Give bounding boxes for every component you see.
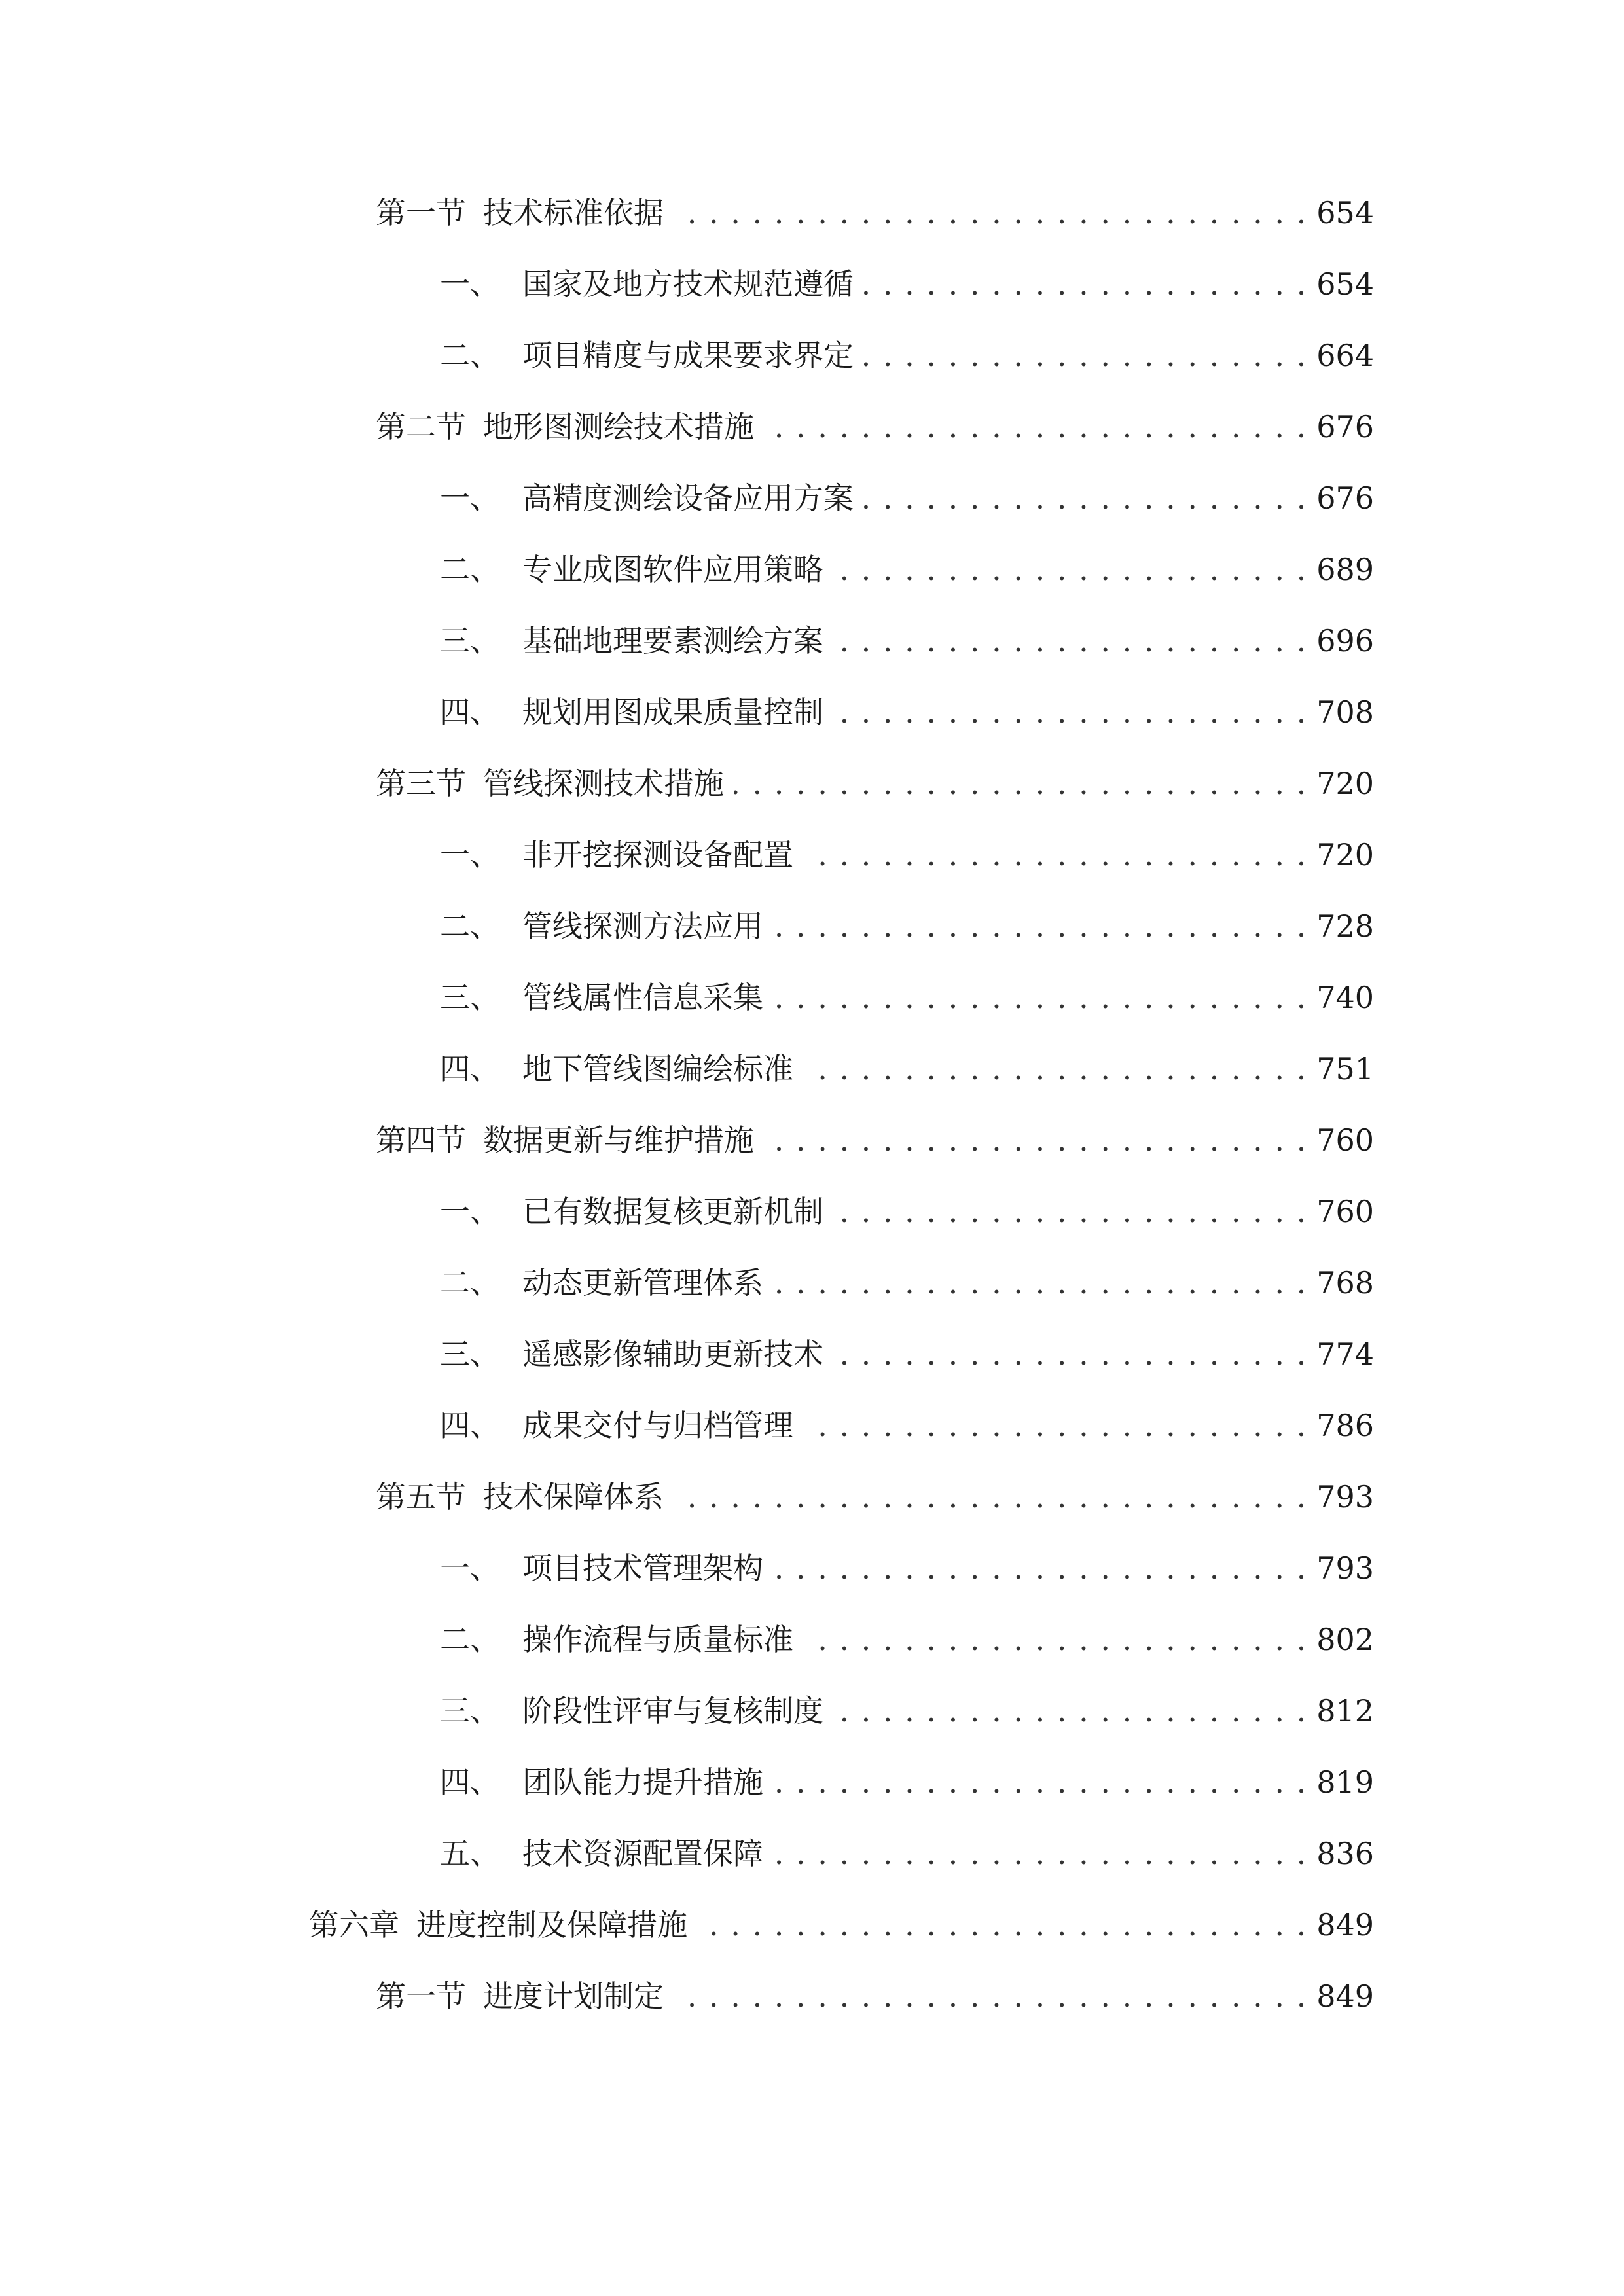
toc-entry-page: 654 — [1316, 266, 1374, 302]
toc-entry-item[interactable] — [440, 1831, 1374, 1876]
toc-entry-number: 一、 — [440, 837, 500, 872]
toc-entry-item[interactable] — [440, 975, 1374, 1020]
toc-entry-number: 二、 — [440, 1265, 500, 1300]
dot-leader — [765, 1117, 1307, 1163]
dot-leader — [774, 903, 1307, 949]
toc-entry-section[interactable] — [376, 1474, 1374, 1520]
dot-leader — [698, 1902, 1307, 1948]
toc-entry-number: 一、 — [440, 266, 500, 302]
toc-entry-item[interactable] — [440, 1617, 1374, 1662]
dot-leader — [774, 975, 1307, 1020]
toc-entry-page: 812 — [1316, 1693, 1374, 1729]
toc-entry-number: 一、 — [440, 480, 500, 516]
toc-entry-page: 720 — [1316, 837, 1374, 872]
dot-leader — [864, 475, 1307, 521]
toc-entry-item[interactable] — [440, 832, 1374, 878]
toc-entry-item[interactable] — [440, 261, 1374, 307]
toc-entry-item[interactable] — [440, 332, 1374, 378]
dot-leader — [834, 1688, 1307, 1734]
toc-entry-title: 国家及地方技术规范遵循 — [522, 266, 854, 302]
toc-entry-page: 836 — [1316, 1836, 1374, 1871]
dot-leader — [674, 1973, 1307, 2019]
toc-entry-page: 664 — [1316, 338, 1374, 373]
toc-entry-title: 管线探测方法应用 — [522, 908, 763, 944]
toc-entry-number: 第六章 — [309, 1907, 399, 1943]
toc-entry-page: 689 — [1316, 552, 1374, 587]
toc-entry-number: 三、 — [440, 1693, 500, 1729]
toc-entry-item[interactable] — [440, 1759, 1374, 1805]
toc-entry-title: 技术保障体系 — [483, 1479, 664, 1515]
toc-entry-page: 819 — [1316, 1765, 1374, 1800]
toc-entry-number: 第三节 — [376, 766, 466, 801]
dot-leader — [804, 1046, 1307, 1092]
toc-entry-page: 793 — [1316, 1551, 1374, 1586]
toc-entry-title: 基础地理要素测绘方案 — [522, 623, 823, 658]
toc-entry-title: 地形图测绘技术措施 — [483, 409, 754, 444]
toc-entry-number: 二、 — [440, 1622, 500, 1657]
toc-entry-number: 四、 — [440, 1408, 500, 1443]
toc-entry-number: 二、 — [440, 338, 500, 373]
dot-leader — [834, 547, 1307, 592]
dot-leader — [834, 1331, 1307, 1377]
toc-entry-title: 进度控制及保障措施 — [416, 1907, 687, 1943]
toc-entry-number: 二、 — [440, 908, 500, 944]
toc-entry-item[interactable] — [440, 547, 1374, 592]
toc-entry-section[interactable] — [376, 1973, 1374, 2019]
dot-leader — [834, 689, 1307, 735]
toc-entry-title: 团队能力提升措施 — [522, 1765, 763, 1800]
toc-entry-number: 三、 — [440, 980, 500, 1015]
toc-entry-item[interactable] — [440, 903, 1374, 949]
toc-entry-title: 专业成图软件应用策略 — [522, 552, 823, 587]
toc-entry-number: 三、 — [440, 623, 500, 658]
toc-entry-title: 技术标准依据 — [483, 195, 664, 230]
dot-leader — [864, 261, 1307, 307]
toc-entry-title: 地下管线图编绘标准 — [522, 1051, 793, 1086]
toc-entry-page: 849 — [1316, 1907, 1374, 1943]
dot-leader — [834, 618, 1307, 664]
dot-leader — [774, 1759, 1307, 1805]
toc-entry-number: 四、 — [440, 1051, 500, 1086]
toc-entry-page: 786 — [1316, 1408, 1374, 1443]
toc-entry-title: 非开挖探测设备配置 — [522, 837, 793, 872]
toc-entry-page: 774 — [1316, 1336, 1374, 1372]
dot-leader — [804, 1617, 1307, 1662]
toc-entry-title: 项目技术管理架构 — [522, 1551, 763, 1586]
toc-entry-page: 760 — [1316, 1194, 1374, 1229]
dot-leader — [674, 1474, 1307, 1520]
toc-entry-number: 三、 — [440, 1336, 500, 1372]
toc-entry-item[interactable] — [440, 475, 1374, 521]
dot-leader — [774, 1545, 1307, 1591]
toc-entry-number: 第五节 — [376, 1479, 466, 1515]
toc-entry-page: 676 — [1316, 480, 1374, 516]
toc-entry-title: 成果交付与归档管理 — [522, 1408, 793, 1443]
toc-entry-item[interactable] — [440, 1189, 1374, 1234]
toc-entry-page: 740 — [1316, 980, 1374, 1015]
toc-entry-page: 768 — [1316, 1265, 1374, 1300]
toc-entry-title: 技术资源配置保障 — [522, 1836, 763, 1871]
toc-entry-page: 849 — [1316, 1979, 1374, 2014]
toc-entry-title: 遥感影像辅助更新技术 — [522, 1336, 823, 1372]
toc-entry-title: 已有数据复核更新机制 — [522, 1194, 823, 1229]
toc-entry-page: 802 — [1316, 1622, 1374, 1657]
toc-entry-title: 动态更新管理体系 — [522, 1265, 763, 1300]
toc-entry-item[interactable] — [440, 1260, 1374, 1306]
toc-entry-title: 高精度测绘设备应用方案 — [522, 480, 854, 516]
toc-entry-page: 760 — [1316, 1122, 1374, 1158]
toc-entry-number: 第一节 — [376, 195, 466, 230]
toc-entry-title: 阶段性评审与复核制度 — [522, 1693, 823, 1729]
toc-entry-item[interactable] — [440, 1046, 1374, 1092]
dot-leader — [864, 332, 1307, 378]
toc-entry-title: 操作流程与质量标准 — [522, 1622, 793, 1657]
toc-entry-item[interactable] — [440, 689, 1374, 735]
dot-leader — [674, 190, 1307, 236]
toc-entry-title: 管线属性信息采集 — [522, 980, 763, 1015]
toc-entry-item[interactable] — [440, 1403, 1374, 1448]
toc-entry-number: 五、 — [440, 1836, 500, 1871]
toc-entry-item[interactable] — [440, 1688, 1374, 1734]
toc-entry-page: 676 — [1316, 409, 1374, 444]
toc-entry-title: 规划用图成果质量控制 — [522, 694, 823, 730]
toc-entry-page: 751 — [1316, 1051, 1374, 1086]
toc-entry-number: 四、 — [440, 694, 500, 730]
dot-leader — [774, 1831, 1307, 1876]
toc-entry-item[interactable] — [440, 618, 1374, 664]
dot-leader — [834, 1189, 1307, 1234]
toc-entry-title: 项目精度与成果要求界定 — [522, 338, 854, 373]
toc-entry-number: 一、 — [440, 1551, 500, 1586]
toc-entry-page: 720 — [1316, 766, 1374, 801]
toc-entry-item[interactable] — [440, 1545, 1374, 1591]
toc-entry-page: 696 — [1316, 623, 1374, 658]
toc-entry-section[interactable] — [376, 404, 1374, 450]
toc-entry-section[interactable] — [376, 1117, 1374, 1163]
toc-entry-section[interactable] — [376, 190, 1374, 236]
toc-entry-page: 654 — [1316, 195, 1374, 230]
toc-entry-number: 一、 — [440, 1194, 500, 1229]
dot-leader — [734, 761, 1307, 806]
toc-entry-number: 第二节 — [376, 409, 466, 444]
toc-entry-title: 管线探测技术措施 — [483, 766, 724, 801]
toc-entry-title: 进度计划制定 — [483, 1979, 664, 2014]
toc-entry-item[interactable] — [440, 1331, 1374, 1377]
toc-entry-number: 第四节 — [376, 1122, 466, 1158]
toc-entry-page: 728 — [1316, 908, 1374, 944]
toc-entry-chapter[interactable] — [309, 1902, 1374, 1948]
dot-leader — [804, 832, 1307, 878]
toc-entry-title: 数据更新与维护措施 — [483, 1122, 754, 1158]
toc-entry-number: 二、 — [440, 552, 500, 587]
toc-entry-section[interactable] — [376, 761, 1374, 806]
toc-entry-number: 第一节 — [376, 1979, 466, 2014]
dot-leader — [774, 1260, 1307, 1306]
toc-entry-page: 793 — [1316, 1479, 1374, 1515]
dot-leader — [765, 404, 1307, 450]
toc-entry-number: 四、 — [440, 1765, 500, 1800]
toc-entry-page: 708 — [1316, 694, 1374, 730]
dot-leader — [804, 1403, 1307, 1448]
